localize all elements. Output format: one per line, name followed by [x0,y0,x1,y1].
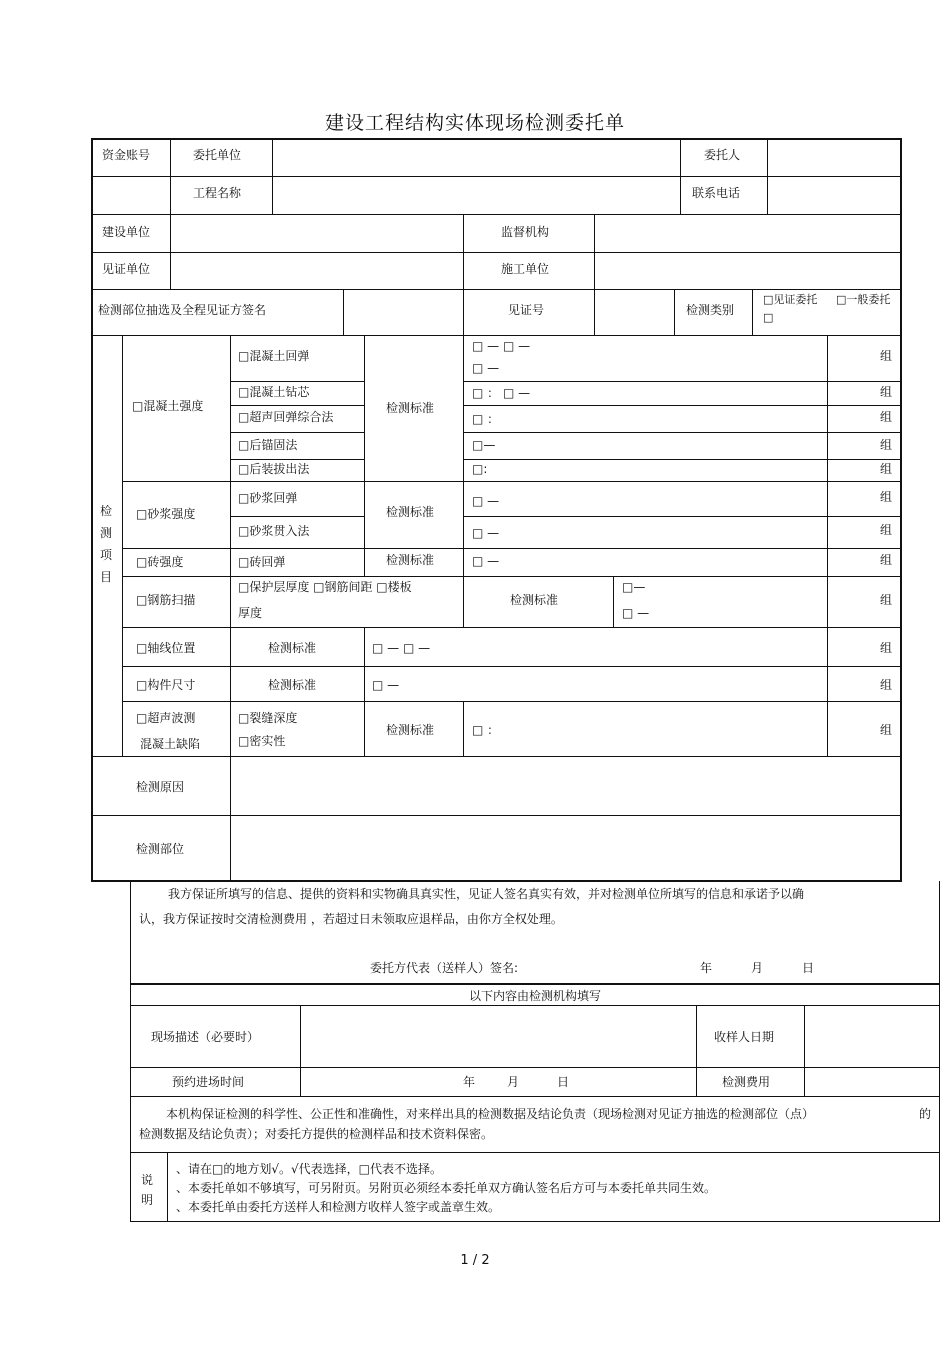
ultrasonic-std-option[interactable]: □ ： [472,723,500,737]
test-fee-label: 检测费用 [722,1075,771,1089]
mortar-standard-label: 检测标准 [386,505,435,519]
concrete-standard-label: 检测标准 [386,401,435,415]
mortar-strength-checkbox[interactable]: □砂浆强度 [136,507,196,521]
mortar-penetration-checkbox[interactable]: □砂浆贯入法 [238,524,310,538]
group-unit: 组 [880,553,893,567]
brick-standard-label: 检测标准 [386,553,435,567]
guarantee-line-2: 认，我方保证按时交清检测费用 ，若超过日未领取应退样品，由你方全权处理。 [139,912,563,926]
ultrasonic-standard-label: 检测标准 [386,723,435,737]
items-label-char-1: 检 [100,504,113,518]
rebar-standard-label: 检测标准 [510,593,559,607]
note-item: 、本委托单由委托方送样人和检测方收样人签字或盖章生效。 [176,1200,501,1214]
ultrasonic-defect-checkbox[interactable]: □超声波测 [136,711,196,725]
construction-unit-label: 建设单位 [102,225,151,239]
other-category-checkbox[interactable]: □ [763,311,774,324]
axis-standard-label: 检测标准 [268,641,317,655]
group-unit: 组 [880,641,893,655]
rebar-methods-line2: 厚度 [238,606,263,620]
site-description-field[interactable] [302,1007,694,1065]
receive-date-field[interactable] [806,1007,938,1065]
test-fee-field[interactable] [806,1069,938,1095]
test-reason-field[interactable] [232,758,898,813]
notes-label-char-1: 说 [141,1173,154,1187]
brick-std-option[interactable]: □ — [472,554,500,568]
note-item: 、请在□的地方划√。√代表选择，□代表不选择。 [176,1162,442,1176]
axis-std-option[interactable]: □ — □ — [372,641,431,655]
concrete-std-option[interactable]: □: [472,462,488,476]
concrete-std-option[interactable]: □— [472,438,496,452]
concrete-std-option[interactable]: □ — □ — [472,339,531,353]
signature-day: 日 [802,961,815,975]
brick-rebound-checkbox[interactable]: □砖回弹 [238,555,286,569]
page-number: 1 / 2 [460,1253,490,1268]
client-person-field[interactable] [769,140,898,174]
member-standard-label: 检测标准 [268,678,317,692]
group-unit: 组 [880,462,893,476]
client-unit-field[interactable] [274,140,678,174]
witness-unit-field[interactable] [172,254,461,288]
brick-strength-checkbox[interactable]: □砖强度 [136,555,184,569]
test-location-label: 检测部位 [136,842,185,856]
builder-unit-field[interactable] [596,254,898,288]
supervision-org-label: 监督机构 [501,225,550,239]
group-unit: 组 [880,723,893,737]
test-reason-label: 检测原因 [136,780,185,794]
lab-promise-line-2: 检测数据及结论负责）；对委托方提供的检测样品和技术资料保密。 [139,1127,494,1141]
sampling-sign-field[interactable] [345,291,461,333]
witness-commission-checkbox[interactable]: □见证委托 [763,293,818,306]
witness-no-field[interactable] [596,291,672,333]
rebar-std-option[interactable]: □ — [622,606,650,620]
builder-unit-label: 施工单位 [501,262,550,276]
rebar-scan-checkbox[interactable]: □钢筋扫描 [136,593,196,607]
client-signature-label: 委托方代表（送样人）签名: [370,961,519,975]
concrete-std-option[interactable]: □ — [472,361,500,375]
project-name-label: 工程名称 [193,186,242,200]
items-label-char-2: 测 [100,526,113,540]
items-label-char-3: 项 [100,548,113,562]
notes-label-char-2: 明 [141,1193,154,1207]
rebar-methods-line1[interactable]: □保护层厚度 □钢筋间距 □楼板 [238,580,412,594]
mortar-rebound-checkbox[interactable]: □砂浆回弹 [238,491,298,505]
group-unit: 组 [880,490,893,504]
concrete-rebound-checkbox[interactable]: □混凝土回弹 [238,349,310,363]
mortar-std-option[interactable]: □ — [472,494,500,508]
receive-date-label: 收样人日期 [714,1030,775,1044]
group-unit: 组 [880,438,893,452]
rebar-std-option[interactable]: □— [622,580,646,594]
items-label-char-4: 目 [100,570,113,584]
contact-phone-label: 联系电话 [692,186,741,200]
member-size-checkbox[interactable]: □构件尺寸 [136,678,196,692]
axis-position-checkbox[interactable]: □轴线位置 [136,641,196,655]
mortar-std-option[interactable]: □ — [472,526,500,540]
group-unit: 组 [880,349,893,363]
construction-unit-field[interactable] [172,216,461,250]
contact-phone-field[interactable] [769,178,898,212]
concrete-strength-checkbox[interactable]: □混凝土强度 [132,399,204,413]
lab-promise-line-1: 本机构保证检测的科学性、公正性和准确性，对来样出具的检测数据及结论负责（现场检测对见证方抽选的检测部位（点） [166,1107,815,1121]
witness-no-label: 见证号 [508,303,545,317]
form-title: 建设工程结构实体现场检测委托单 [324,112,625,134]
appointment-month: 月 [507,1075,520,1089]
group-unit: 组 [880,593,893,607]
pullout-checkbox[interactable]: □后装拔出法 [238,462,310,476]
group-unit: 组 [880,523,893,537]
group-unit: 组 [880,678,893,692]
post-anchor-checkbox[interactable]: □后锚固法 [238,438,298,452]
general-commission-checkbox[interactable]: □一般委托 [836,293,891,306]
crack-depth-checkbox[interactable]: □裂缝深度 [238,711,298,725]
signature-month: 月 [751,961,764,975]
concrete-core-checkbox[interactable]: □混凝土钻芯 [238,385,310,399]
test-location-field[interactable] [232,817,898,878]
client-unit-label: 委托单位 [193,148,242,162]
ultrasonic-rebound-checkbox[interactable]: □超声回弹综合法 [238,410,334,424]
client-person-label: 委托人 [704,148,741,162]
fund-account-label: 资金账号 [102,148,151,162]
appointment-time-label: 预约进场时间 [172,1075,245,1089]
note-item: 、本委托单如不够填写，可另附页。另附页必须经本委托单双方确认签名后方可与本委托单共同生效。 [176,1181,717,1195]
group-unit: 组 [880,385,893,399]
project-name-field[interactable] [274,178,678,212]
client-signature-field[interactable] [530,956,690,978]
site-description-label: 现场描述（必要时） [151,1030,260,1044]
compactness-checkbox[interactable]: □密实性 [238,734,286,748]
lab-promise-line-1-end: 的 [919,1107,932,1121]
member-std-option[interactable]: □ — [372,678,400,692]
concrete-std-option[interactable]: □ ： □ — [472,386,531,400]
witness-unit-label: 见证单位 [102,262,151,276]
ultrasonic-defect-label-line2: 混凝土缺陷 [140,737,201,751]
appointment-day: 日 [557,1075,570,1089]
guarantee-line-1: 我方保证所填写的信息、提供的资料和实物确具真实性，见证人签名真实有效，并对检测单位所填写的信息和承诺予以确 [168,887,805,901]
supervision-org-field[interactable] [596,216,898,250]
concrete-std-option[interactable]: □ ： [472,412,500,426]
sampling-sign-label: 检测部位抽选及全程见证方签名 [98,303,267,317]
signature-year: 年 [700,961,713,975]
test-category-label: 检测类别 [686,303,735,317]
group-unit: 组 [880,410,893,424]
appointment-year: 年 [463,1075,476,1089]
lab-section-heading: 以下内容由检测机构填写 [468,989,601,1003]
